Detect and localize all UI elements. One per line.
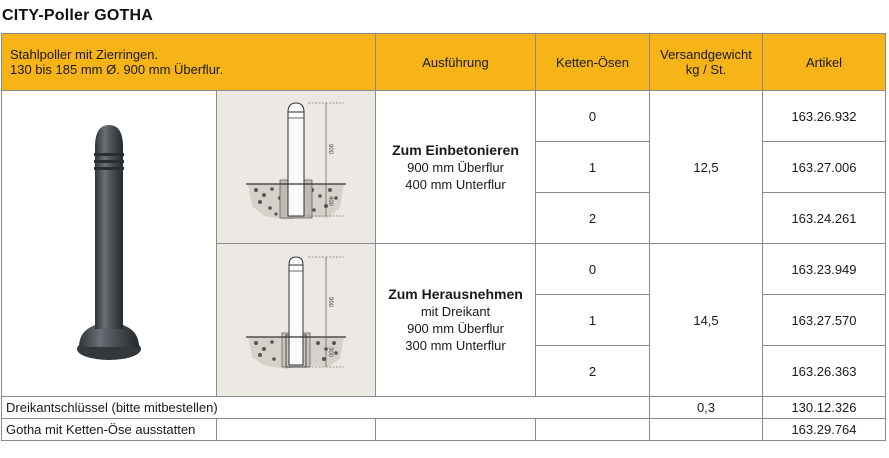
artikel-cell: 163.27.006	[763, 142, 886, 193]
empty-cell	[217, 419, 376, 441]
variant-einbetonieren-desc	[376, 91, 536, 244]
empty-cell	[536, 419, 650, 441]
accessory-label: Dreikantschlüssel (bitte mitbestellen)	[2, 397, 650, 419]
oesen-cell: 2	[536, 346, 650, 397]
variant-line: 900 mm Überflur	[407, 159, 504, 175]
artikel-cell: 163.27.570	[763, 295, 886, 346]
header-product-line2: 130 bis 185 mm Ø. 900 mm Überflur.	[10, 62, 224, 77]
weight-cell: 12,5	[650, 91, 763, 244]
page-title: CITY-Poller GOTHA	[2, 7, 153, 24]
table-header-row	[2, 34, 886, 91]
diagram-einbetonieren-cell	[217, 91, 376, 244]
artikel-cell: 163.26.932	[763, 91, 886, 142]
dim-400-label: 400	[327, 195, 333, 206]
variant-line: 400 mm Unterflur	[405, 176, 506, 192]
variant-name: Zum Einbetonieren	[392, 141, 519, 158]
weight-cell: 0,3	[650, 397, 763, 419]
header-product	[2, 34, 376, 91]
header-ausfuehrung: Ausführung	[376, 34, 536, 91]
diagram-herausnehmen-cell	[217, 244, 376, 397]
diagram-herausnehmen	[246, 251, 346, 387]
bollard-image	[69, 117, 149, 367]
artikel-cell: 130.12.326	[763, 397, 886, 419]
header-gewicht-line1: Versandgewicht	[660, 47, 752, 62]
bollard-photo-cell	[2, 91, 217, 397]
variant-name: Zum Herausnehmen	[388, 286, 523, 302]
weight-cell	[650, 419, 763, 441]
product-table	[1, 33, 886, 441]
header-artikel: Artikel	[763, 34, 886, 91]
artikel-cell: 163.26.363	[763, 346, 886, 397]
dim-300-label: 300	[327, 346, 333, 357]
artikel-cell: 163.24.261	[763, 193, 886, 244]
table-row	[2, 419, 886, 441]
header-product-line1: Stahlpoller mit Zierringen.	[10, 47, 159, 62]
variant-herausnehmen-desc	[376, 244, 536, 397]
weight-cell: 14,5	[650, 244, 763, 397]
header-gewicht	[650, 34, 763, 91]
oesen-cell: 0	[536, 91, 650, 142]
dim-900-label: 900	[327, 143, 333, 154]
variant-line: 300 mm Unterflur	[405, 338, 506, 353]
table-row	[2, 91, 886, 142]
oesen-cell: 2	[536, 193, 650, 244]
artikel-cell: 163.29.764	[763, 419, 886, 441]
oesen-cell: 0	[536, 244, 650, 295]
header-ketten-oesen: Ketten-Ösen	[536, 34, 650, 91]
header-gewicht-line2: kg / St.	[685, 62, 727, 77]
table-row	[2, 397, 886, 419]
variant-line: 900 mm Überflur	[407, 321, 504, 336]
empty-cell	[376, 419, 536, 441]
artikel-cell: 163.23.949	[763, 244, 886, 295]
accessory-label: Gotha mit Ketten-Öse ausstatten	[2, 419, 217, 441]
variant-line: mit Dreikant	[420, 304, 491, 319]
dim-900-label: 900	[327, 296, 333, 307]
oesen-cell: 1	[536, 295, 650, 346]
oesen-cell: 1	[536, 142, 650, 193]
diagram-einbetonieren	[246, 98, 346, 234]
